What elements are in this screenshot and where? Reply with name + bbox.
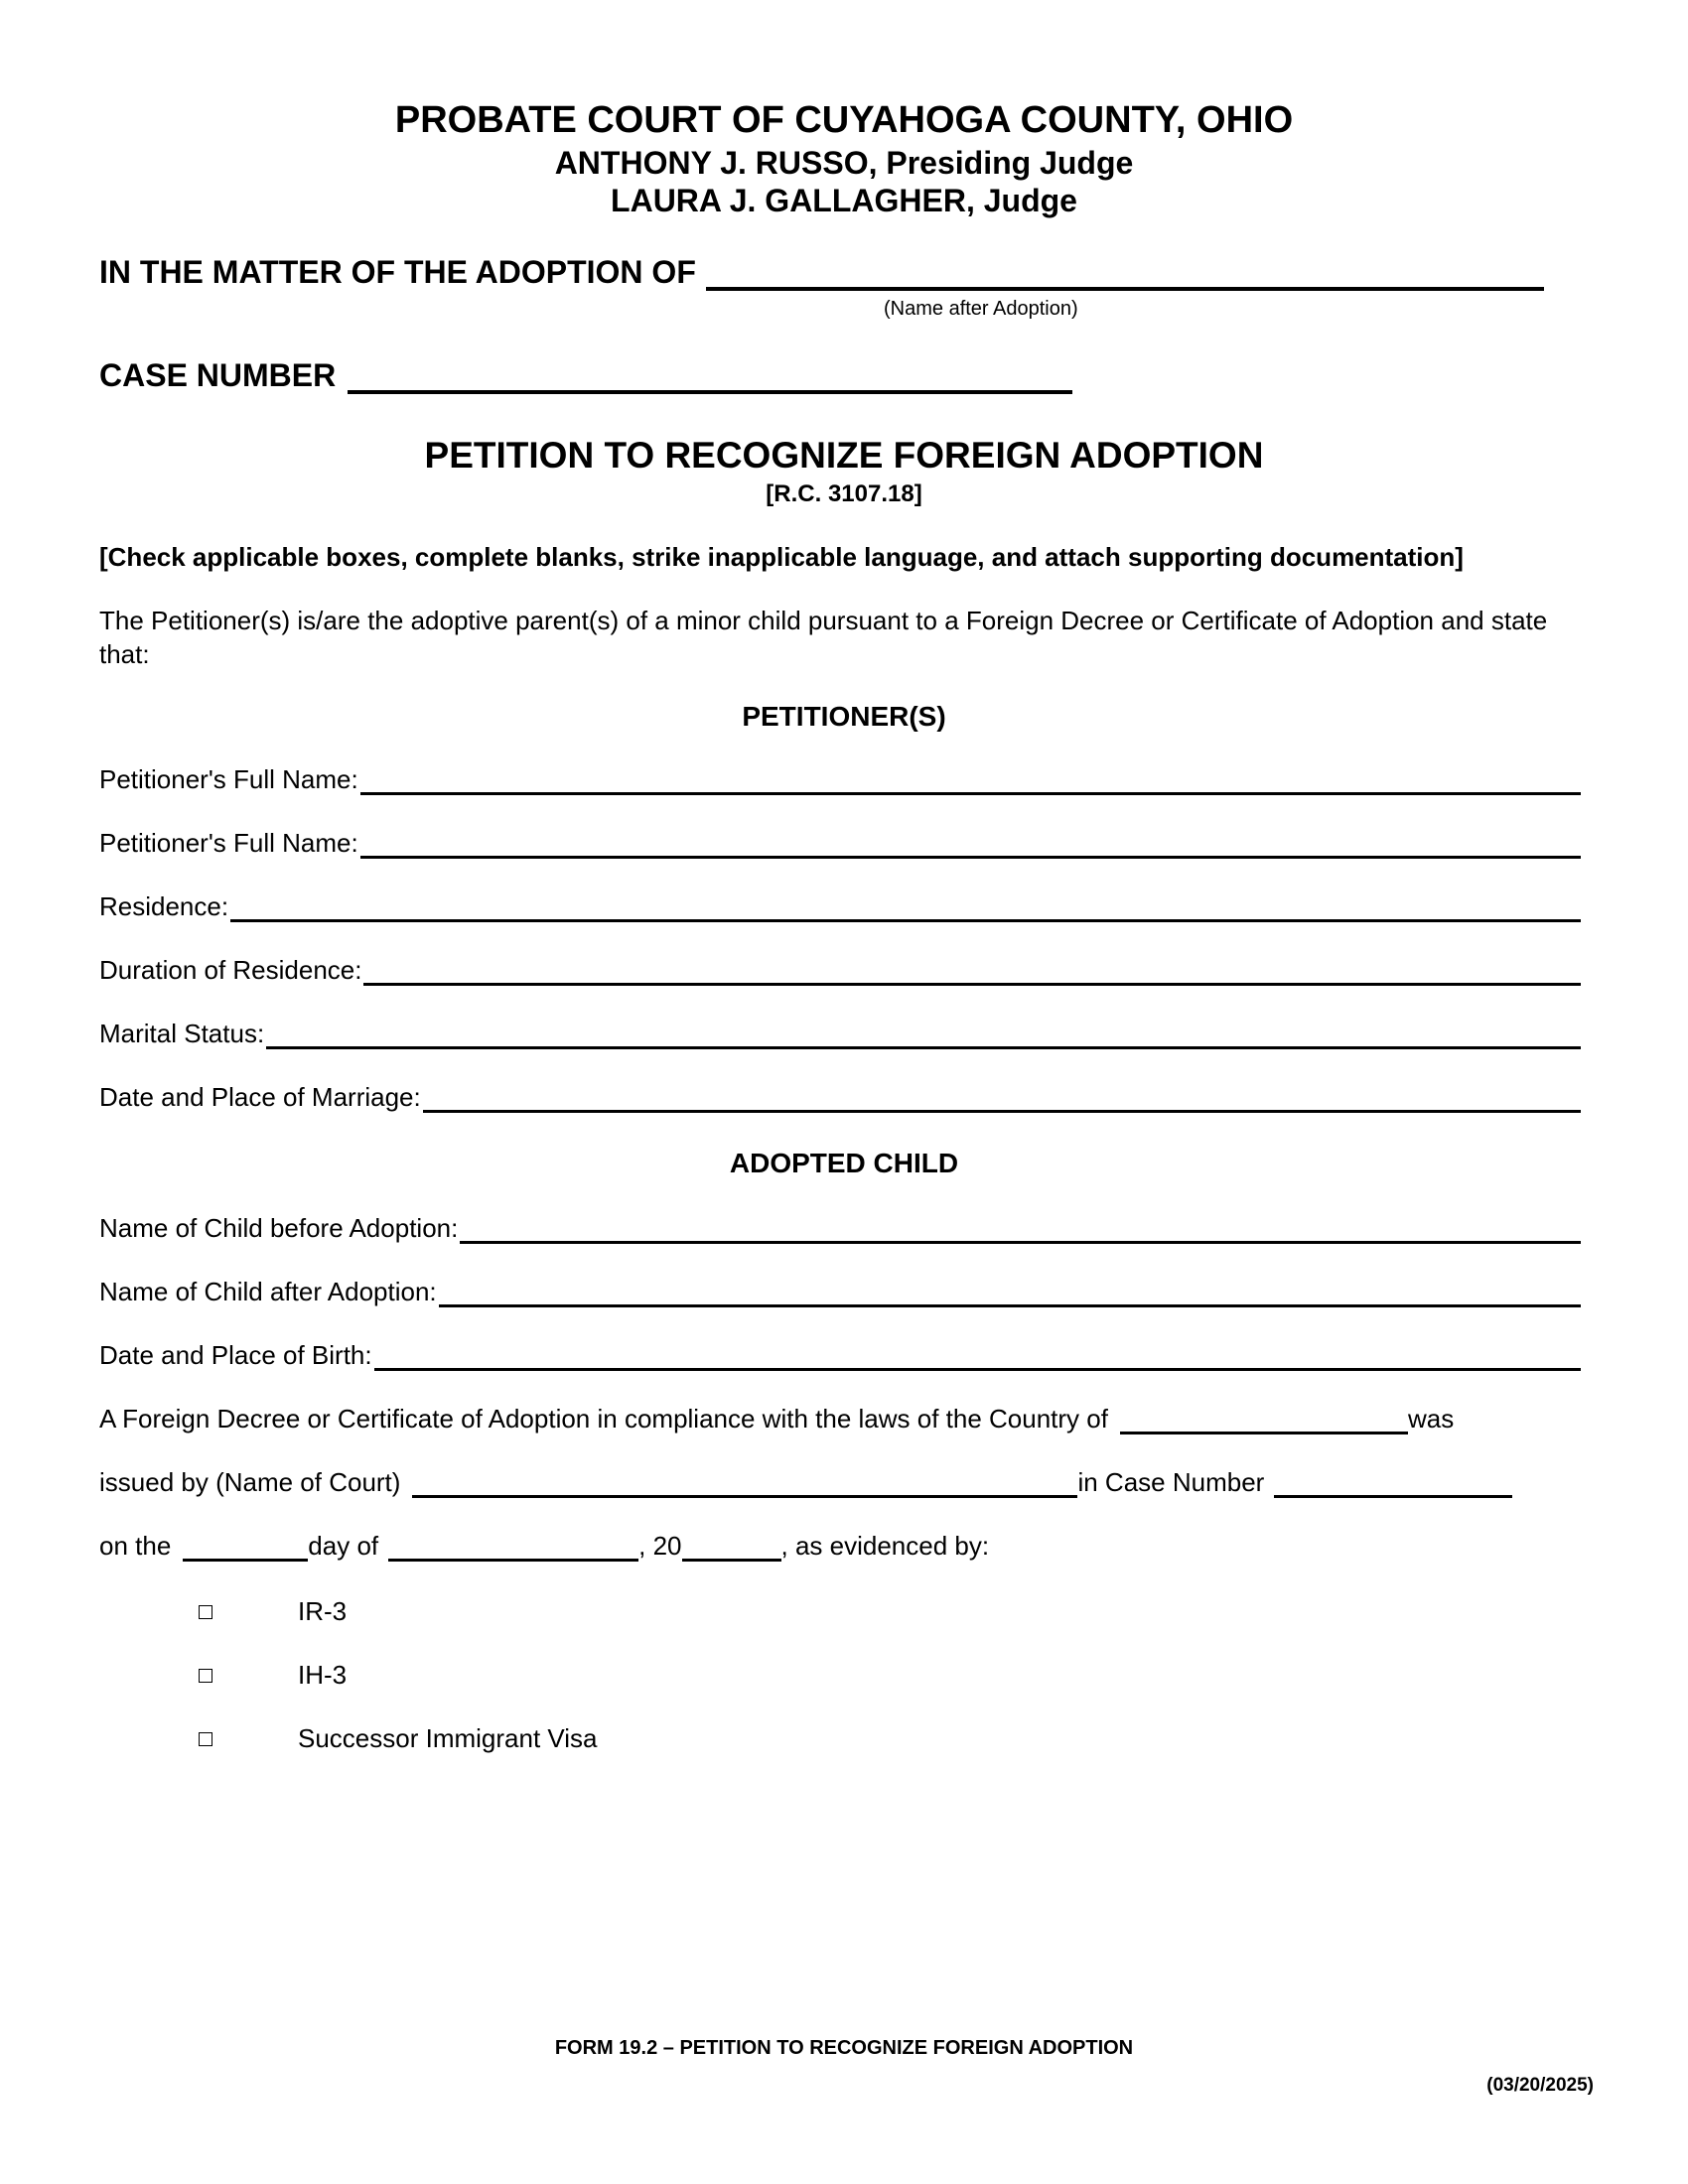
case-number-blank[interactable] <box>348 362 1072 394</box>
evidence-label: IR-3 <box>298 1596 348 1626</box>
on-the-text: on the <box>99 1531 172 1561</box>
child-name-before-field[interactable] <box>99 1213 1581 1244</box>
issued-by-text: issued by (Name of Court) <box>99 1467 401 1497</box>
month-blank[interactable] <box>388 1531 638 1562</box>
evidence-option-ih3[interactable] <box>199 1660 347 1691</box>
field-label: Marital Status: <box>99 1019 265 1048</box>
evidence-label: IH-3 <box>298 1660 348 1690</box>
residence-field[interactable] <box>99 891 1581 922</box>
field-label: Petitioner's Full Name: <box>99 828 358 858</box>
decree-country-text: A Foreign Decree or Certificate of Adoption in compliance with the laws of the Country of <box>99 1404 1108 1433</box>
field-blank[interactable] <box>266 1021 1581 1049</box>
decree-line-2 <box>99 1467 1512 1498</box>
evidence-label: Successor Immigrant Visa <box>298 1723 598 1753</box>
field-blank[interactable] <box>423 1084 1581 1113</box>
judge: LAURA J. GALLAGHER, Judge <box>611 183 1077 218</box>
field-label: Petitioner's Full Name: <box>99 764 358 794</box>
field-blank[interactable] <box>360 830 1581 859</box>
marriage-date-place-field[interactable] <box>99 1082 1581 1113</box>
decree-line-3 <box>99 1531 989 1562</box>
petitioner-name-field-2[interactable] <box>99 828 1581 859</box>
petitioners-heading: PETITIONER(S) <box>742 701 946 732</box>
form-footer: FORM 19.2 – PETITION TO RECOGNIZE FOREIGN ADOPTION <box>554 2037 1134 2059</box>
revision-date: (03/20/2025) <box>1486 2075 1594 2096</box>
court-name-blank[interactable] <box>412 1467 1077 1498</box>
field-blank[interactable] <box>363 957 1581 986</box>
presiding-judge: ANTHONY J. RUSSO, Presiding Judge <box>554 145 1134 181</box>
evidenced-by-text: , as evidenced by: <box>780 1531 990 1561</box>
adoption-name-blank[interactable] <box>706 259 1544 291</box>
case-number-label: CASE NUMBER <box>99 357 337 393</box>
decree-line-1 <box>99 1404 1454 1434</box>
checkbox[interactable] <box>199 1669 212 1683</box>
marital-status-field[interactable] <box>99 1019 1581 1049</box>
court-name: PROBATE COURT OF CUYAHOGA COUNTY, OHIO <box>394 99 1294 141</box>
field-label: Duration of Residence: <box>99 955 362 985</box>
birth-date-place-field[interactable] <box>99 1340 1581 1371</box>
evidence-option-visa[interactable] <box>199 1723 598 1754</box>
field-label: Name of Child before Adoption: <box>99 1213 459 1243</box>
petition-title: PETITION TO RECOGNIZE FOREIGN ADOPTION <box>424 435 1264 476</box>
field-label: Date and Place of Marriage: <box>99 1082 421 1112</box>
statute-reference: [R.C. 3107.18] <box>766 480 922 507</box>
name-after-adoption-caption: (Name after Adoption) <box>884 298 1078 320</box>
child-name-after-field[interactable] <box>99 1277 1581 1307</box>
instructions: [Check applicable boxes, complete blanks, strike inapplicable language, and attach supporting documentation] <box>99 542 1464 572</box>
country-blank[interactable] <box>1120 1404 1408 1434</box>
field-blank[interactable] <box>230 893 1581 922</box>
was-text: was <box>1407 1404 1455 1433</box>
duration-of-residence-field[interactable] <box>99 955 1581 986</box>
field-blank[interactable] <box>374 1342 1581 1371</box>
matter-row <box>99 254 1544 291</box>
year-prefix-text: , 20 <box>638 1531 682 1561</box>
checkbox[interactable] <box>199 1732 212 1746</box>
field-label: Date and Place of Birth: <box>99 1340 372 1370</box>
in-case-number-text: in Case Number <box>1077 1467 1265 1497</box>
adopted-child-heading: ADOPTED CHILD <box>729 1148 959 1178</box>
evidence-option-ir3[interactable] <box>199 1596 347 1627</box>
field-blank[interactable] <box>360 766 1581 795</box>
checkbox[interactable] <box>199 1605 212 1619</box>
matter-label: IN THE MATTER OF THE ADOPTION OF <box>99 254 696 290</box>
petitioner-name-field-1[interactable] <box>99 764 1581 795</box>
field-blank[interactable] <box>460 1215 1581 1244</box>
case-number-row <box>99 357 1072 394</box>
field-label: Residence: <box>99 891 229 921</box>
foreign-case-number-blank[interactable] <box>1274 1467 1512 1498</box>
field-blank[interactable] <box>439 1279 1581 1307</box>
field-label: Name of Child after Adoption: <box>99 1277 437 1306</box>
day-of-text: day of <box>308 1531 379 1561</box>
year-blank[interactable] <box>682 1531 781 1562</box>
intro-paragraph: The Petitioner(s) is/are the adoptive parent(s) of a minor child pursuant to a Foreign Decree or Certificate of Adoption and state that: <box>99 606 1548 669</box>
day-blank[interactable] <box>183 1531 308 1562</box>
